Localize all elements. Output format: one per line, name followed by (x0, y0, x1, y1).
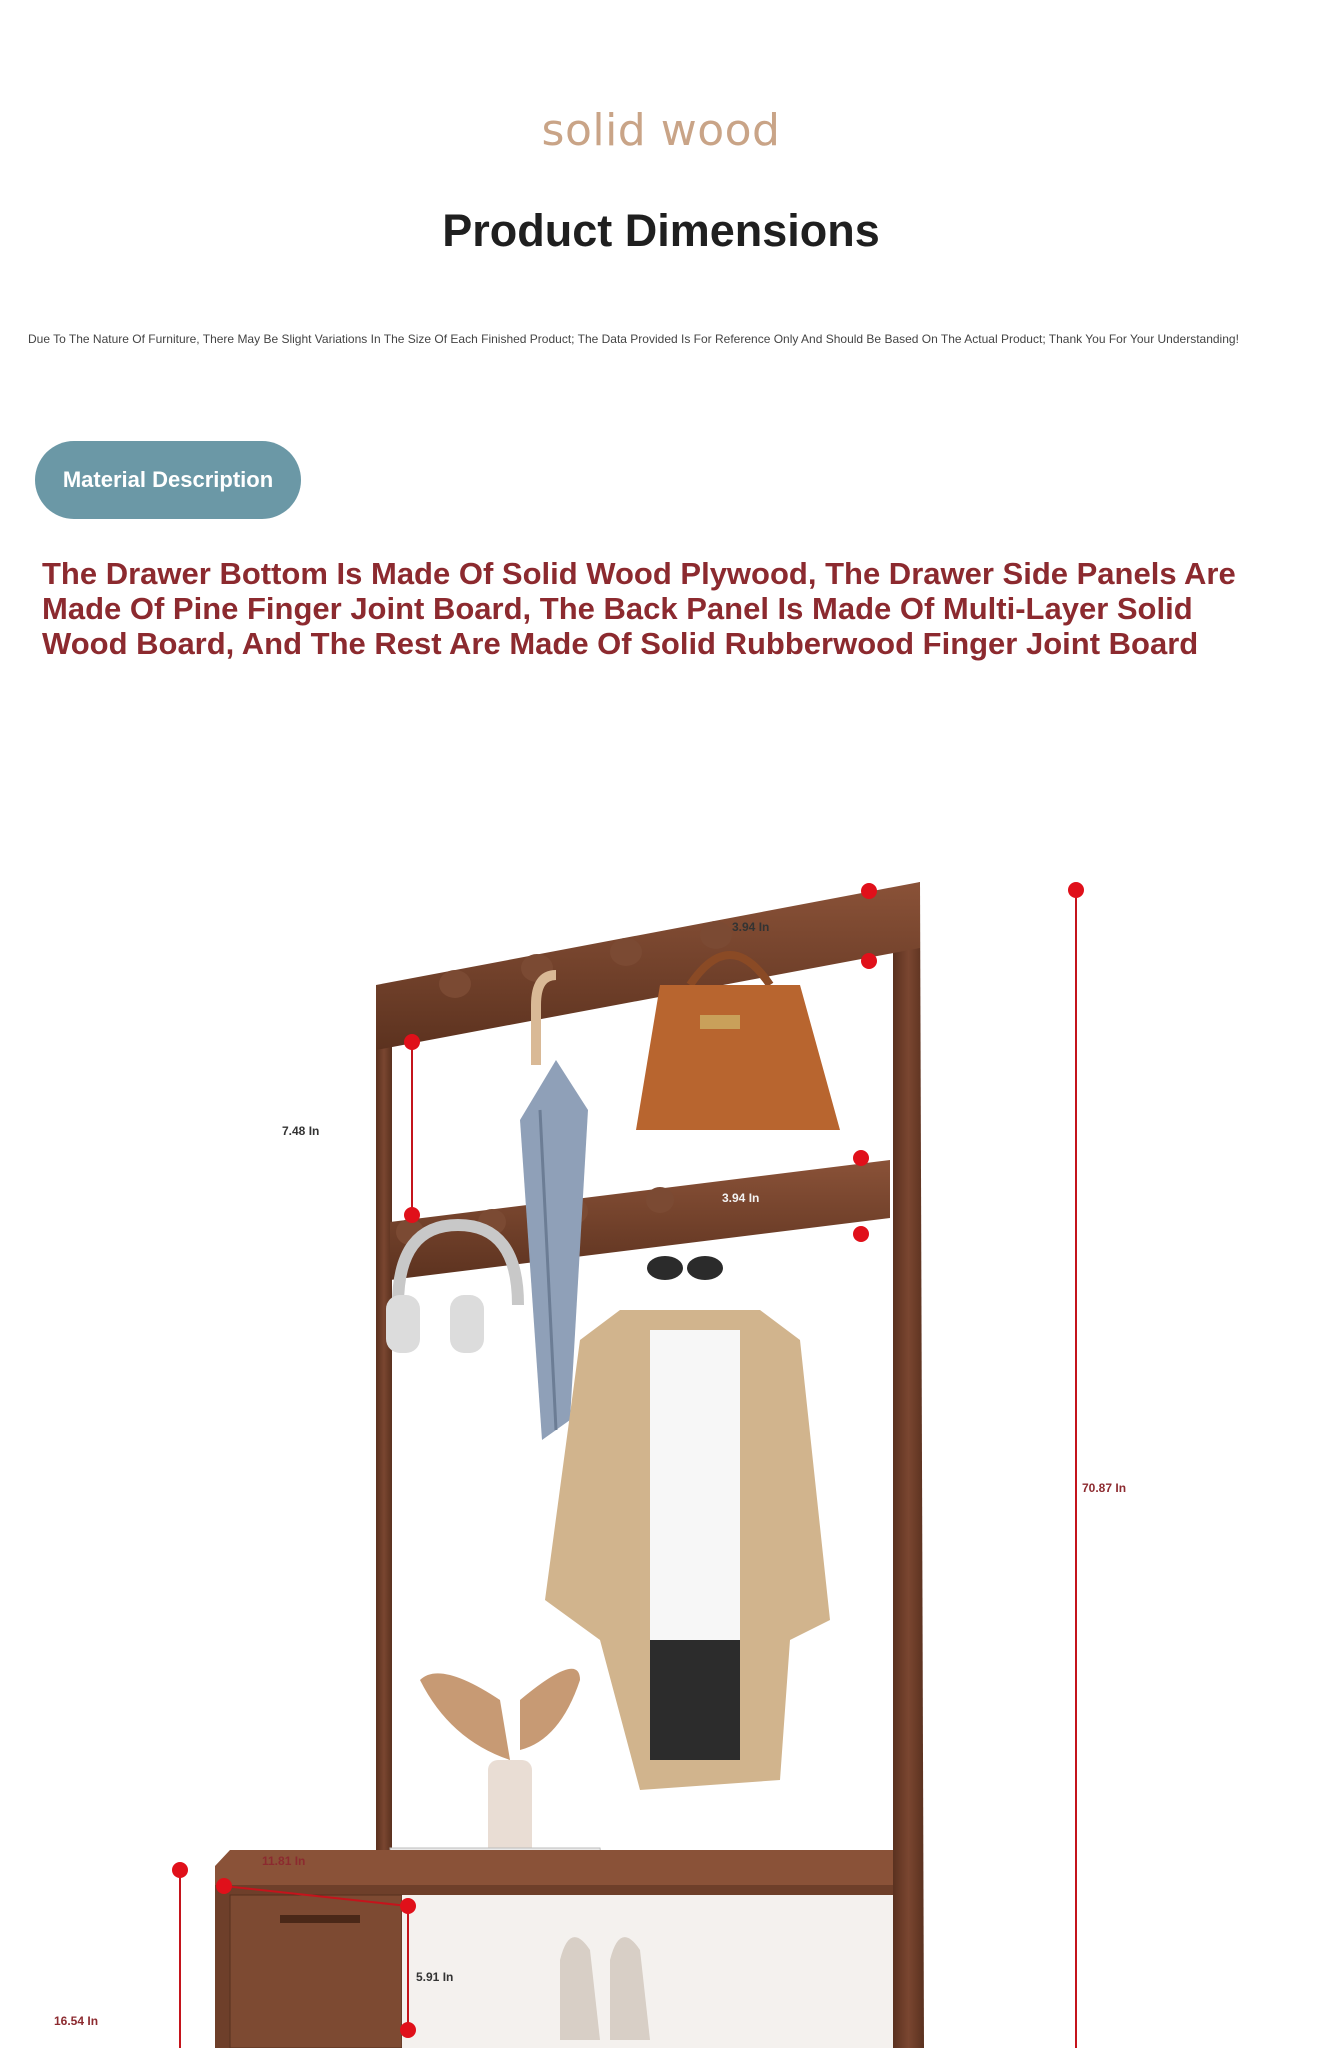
cardigan (545, 1256, 830, 1790)
dim-cabinet-depth: 11.81 In (262, 1854, 306, 1868)
dim-lower-rail-depth: 3.94 In (722, 1191, 760, 1205)
dim-top-board-depth: 3.94 In (732, 920, 770, 934)
material-description-text: The Drawer Bottom Is Made Of Solid Wood Plywood, The Drawer Side Panels Are Made Of Pine Finger Joint Board, The Back Panel Is Made Of Multi-Layer Solid Wood Board, And The Rest Are Made Of Solid Rubberwood Finger Joint Board (42, 556, 1236, 661)
dim-total-height: 70.87 In (1082, 1481, 1127, 1495)
size-disclaimer: Due To The Nature Of Furniture, There May Be Slight Variations In The Size Of Each Finished Product; The Data Provided Is For Reference Only And Should Be Based On The Actual Product; Thank You For Your Understanding! (28, 332, 1239, 346)
pampas-vase (420, 1669, 580, 1860)
dim-cabinet-height: 16.54 In (54, 2014, 99, 2028)
shoe-cabinet (215, 1850, 893, 2048)
dim-drawer-height: 5.91 In (416, 1970, 454, 1984)
material-description-badge: Material Description (35, 441, 301, 519)
dim-rail-spacing: 7.48 In (282, 1124, 320, 1138)
page-title: Product Dimensions (442, 205, 880, 256)
brand-heading: solid wood (541, 105, 781, 156)
